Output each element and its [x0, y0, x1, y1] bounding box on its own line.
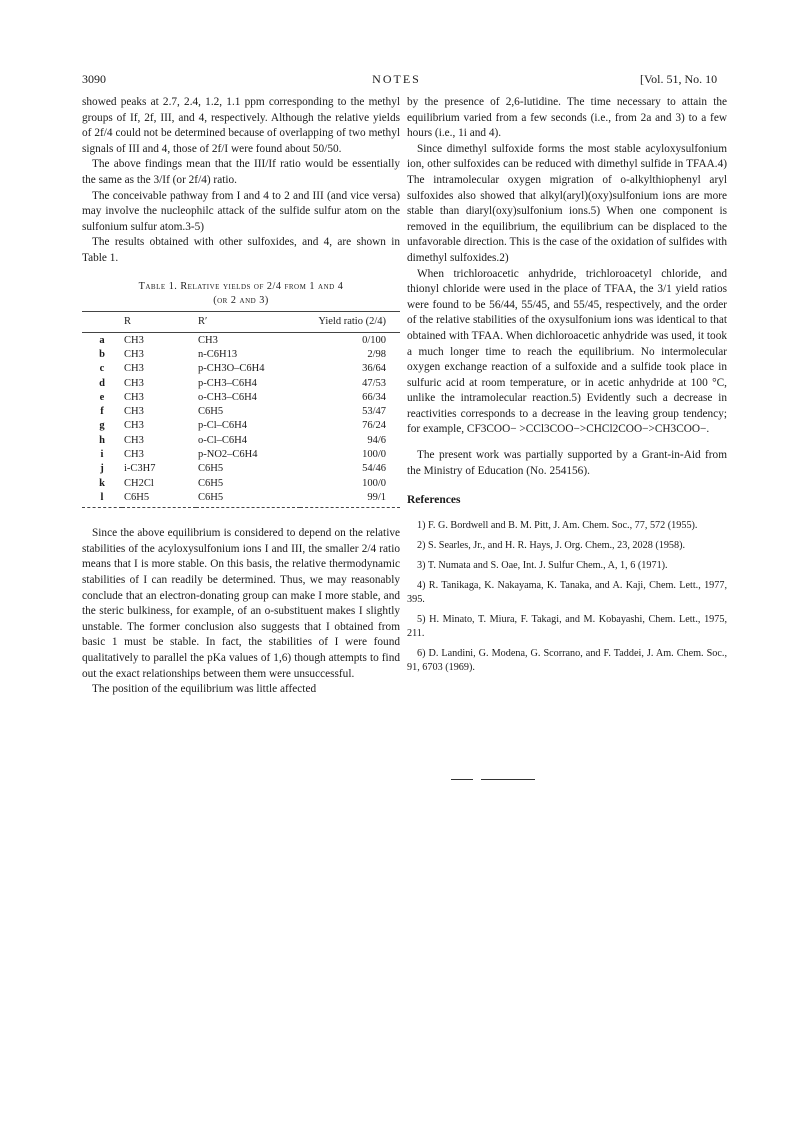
table-caption-line: (or 2 and 3)	[213, 294, 269, 306]
table-row	[82, 405, 400, 419]
paragraph: The position of the equilibrium was little affected	[92, 683, 317, 696]
r-cell: CH2Cl	[124, 477, 154, 489]
compound-id: i	[100, 449, 104, 460]
r-cell: CH3	[124, 334, 144, 346]
paragraph: showed peaks at 2.7, 2.4, 1.2, 1.1 ppm corresponding to the methyl groups of If, 2f, III, and 4, respectively. Although the relative yields of 2f/4 could not be determined because of overlapping of two methyl signals of III and 4, those of 2f/I were found about 50/50.	[82, 96, 400, 155]
yield-cell: 47/53	[362, 377, 386, 389]
r-prime-cell: p-NO2–C6H4	[198, 449, 258, 460]
r-cell: CH3	[124, 363, 144, 375]
table-header-row	[82, 311, 400, 333]
paragraph: Since dimethyl sulfoxide forms the most stable acyloxysulfonium ion, other sulfoxides can be reduced with dimethyl sulfide in TFAA.4) The intramolecular oxygen migration of o-alkylthiophenyl aryl sulfoxides also showed that alkyl(aryl)(oxy)sulfonium ions are more stable than diaryl(oxy)sulfonium ions.5) When one component is removed in the equilibrium, the equilibrium can be displaced to the unfavorable direction. This is the case of the oxidation of sulfides with dimethyl sulfoxides.2)	[407, 142, 727, 264]
reference-item: 5) H. Minato, T. Miura, F. Takagi, and M. Kobayashi, Chem. Lett., 1975, 211.	[407, 613, 727, 639]
compound-id: b	[99, 348, 105, 360]
paragraph: Since the above equilibrium is considered to depend on the relative stabilities of the acyloxysulfonium ions I and III, the smaller 2/4 ratio means that I is more stable. On this basis, the relative thermodynamic stabilities of I can readily be determined. Thus, we may reasonably conclude that an electron-donating group can make I more stable, and the steric bulkiness, for example, of an o-substituent makes I slightly unstable. The former conclusion also suggests that I obtained from basic 1 must be stable. In fact, the stabilities of I were found qualitatively to parallel the pKa values of 1,6) though attempts to find out the exact relationships between them were unsuccessful.	[82, 527, 400, 680]
r-prime-cell: o-CH3–C6H4	[198, 391, 257, 403]
compound-id: h	[99, 434, 105, 446]
table-header-cell: R′	[196, 311, 300, 333]
r-cell: C6H5	[122, 490, 196, 507]
r-cell: CH3	[124, 406, 144, 418]
r-prime-cell: p-CH3O–C6H4	[198, 363, 265, 375]
table-row	[82, 362, 400, 376]
yield-cell: 54/46	[362, 463, 386, 475]
left-column	[82, 95, 400, 698]
yield-cell: 100/0	[362, 449, 386, 460]
yield-cell: 66/34	[362, 391, 386, 403]
compound-id: c	[99, 363, 105, 375]
reference-item: 2) S. Searles, Jr., and H. R. Hays, J. Org. Chem., 23, 2028 (1958).	[417, 539, 686, 551]
yield-table	[82, 311, 400, 509]
acknowledgment: The present work was partially supported by a Grant-in-Aid from the Ministry of Education (No. 254156).	[407, 449, 727, 477]
table-row	[82, 490, 400, 507]
yield-cell: 100/0	[362, 477, 386, 489]
r-prime-cell: o-Cl–C6H4	[198, 434, 248, 446]
r-cell: CH3	[124, 377, 144, 389]
yield-cell: 2/98	[367, 348, 386, 360]
r-cell: CH3	[124, 348, 144, 360]
compound-id: l	[82, 490, 122, 507]
r-prime-cell: CH3	[198, 334, 218, 346]
r-prime-cell: C6H5	[198, 406, 224, 418]
r-prime-cell: p-Cl–C6H4	[198, 420, 248, 432]
paragraph: The above findings mean that the III/If ratio would be essentially the same as the 3/If (or 2f/4) ratio.	[82, 158, 400, 186]
paragraph: The conceivable pathway from I and 4 to 2 and III (and vice versa) may involve the nucleophilc attack of the sulfide sulfur atom on the sulfonium sulfur atom.3-5)	[82, 189, 400, 233]
reference-item: 1) F. G. Bordwell and B. M. Pitt, J. Am. Chem. Soc., 77, 572 (1955).	[417, 519, 698, 531]
table-row	[82, 333, 400, 348]
paragraph: When trichloroacetic anhydride, trichloroacetyl chloride, and thionyl chloride were used in the place of TFAA, the 3/1 yield ratios were found to be 56/44, 55/45, and 55/45, respectively, and the order of the relative stabilities of the oxysulfonium ions was identical to that obtained with TFAA. When dichloroacetic anhydride was used, it took a much longer time to reach the equilibrium. No intermolecular oxygen exchange reaction of a sulfoxide and a sulfide took place in sulfuric acid at room temperature, or in acetic anhydride at 100 °C, unlike the intramolecular reaction.5) Evidently such a decrease in reactivities corresponds to a decrease in the leaving group tendency; for example, CF3COO− >CCl3COO−>CHCl2COO−>CH3COO−.	[407, 267, 727, 436]
r-cell: i-C3H7	[124, 463, 156, 475]
r-prime-cell: C6H5	[198, 477, 224, 489]
table-row	[82, 462, 400, 476]
table-row	[82, 433, 400, 447]
references-heading: References	[407, 494, 461, 507]
r-prime-cell: C6H5	[198, 463, 224, 475]
reference-item: 6) D. Landini, G. Modena, G. Scorrano, and F. Taddei, J. Am. Chem. Soc., 91, 6703 (1969).	[407, 647, 727, 673]
compound-id: e	[99, 391, 105, 403]
table-header-cell: R	[122, 311, 196, 333]
yield-cell: 0/100	[362, 334, 386, 346]
r-cell: CH3	[124, 434, 144, 446]
right-column	[407, 95, 727, 681]
r-prime-cell: n-C6H13	[198, 348, 238, 360]
table-row	[82, 390, 400, 404]
r-cell: CH3	[124, 420, 144, 432]
table-row	[82, 448, 400, 462]
volume-info: [Vol. 51, No. 10	[640, 72, 718, 86]
compound-id: a	[99, 334, 105, 346]
yield-cell: 94/6	[367, 434, 386, 446]
table-caption	[82, 280, 400, 308]
compound-id: k	[99, 477, 105, 489]
compound-id: f	[100, 406, 104, 418]
table-header-cell: Yield ratio (2/4)	[300, 311, 400, 333]
table-row	[82, 476, 400, 490]
end-rule	[451, 779, 473, 780]
yield-cell: 36/64	[362, 363, 386, 375]
r-cell: CH3	[124, 449, 144, 460]
reference-item: 3) T. Numata and S. Oae, Int. J. Sulfur Chem., A, 1, 6 (1971).	[417, 559, 668, 571]
page-number: 3090	[82, 72, 106, 86]
yield-cell: 53/47	[362, 406, 386, 418]
running-head: NOTES	[372, 72, 421, 86]
paragraph: by the presence of 2,6-lutidine. The time necessary to attain the equilibrium varied from a few seconds (i.e., from 2a and 3) to a few hours (i.e., 1i and 4).	[407, 96, 727, 140]
r-cell: CH3	[124, 391, 144, 403]
yield-cell: 76/24	[362, 420, 386, 432]
compound-id: d	[99, 377, 105, 389]
paragraph: The results obtained with other sulfoxides, and 4, are shown in Table 1.	[82, 236, 400, 264]
compound-id: j	[100, 463, 104, 475]
compound-id: g	[99, 420, 105, 432]
table-row	[82, 419, 400, 433]
table-row	[82, 376, 400, 390]
yield-cell: 99/1	[300, 490, 400, 507]
table-header-cell	[82, 311, 122, 333]
end-rule	[481, 779, 535, 780]
r-prime-cell: p-CH3–C6H4	[198, 377, 257, 389]
reference-list	[407, 519, 727, 675]
r-prime-cell: C6H5	[196, 490, 300, 507]
table-caption-line: Table 1. Relative yields of 2/4 from 1 and 4	[138, 280, 344, 292]
table-row	[82, 347, 400, 361]
reference-item: 4) R. Tanikaga, K. Nakayama, K. Tanaka, and A. Kaji, Chem. Lett., 1977, 395.	[407, 579, 727, 605]
